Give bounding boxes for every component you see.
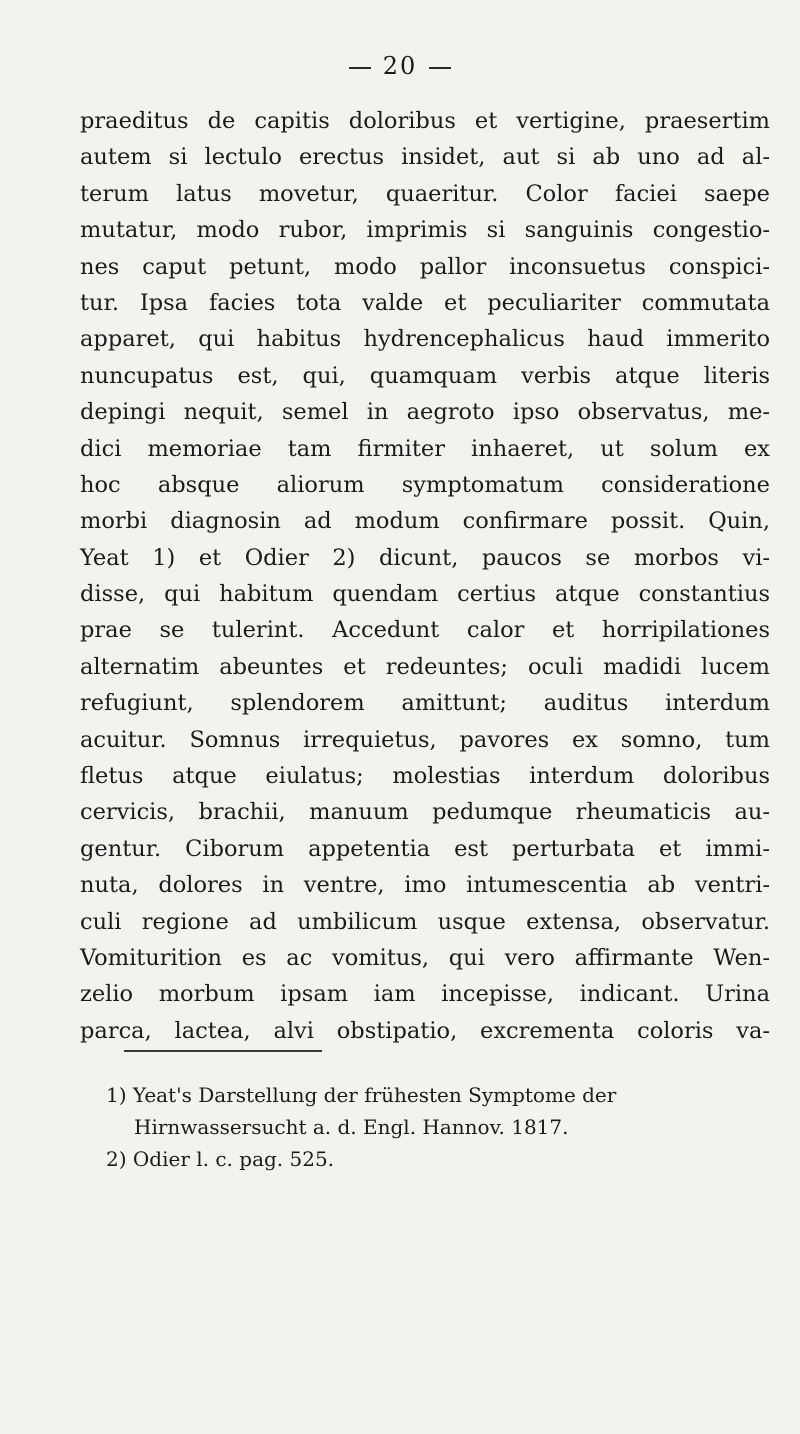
text-line: depingi nequit, semel in aegroto ipso observatus, me- [80, 399, 770, 426]
body-text [80, 103, 770, 1049]
text-line: autem si lectulo erectus insidet, aut si ab uno ad al- [80, 144, 770, 171]
text-line: prae se tulerint. Accedunt calor et horripilationes [80, 617, 770, 644]
text-line: hoc absque aliorum symptomatum consideratione [80, 471, 770, 498]
text-line: alternatim abeuntes et redeuntes; oculi madidi lucem [80, 653, 770, 680]
text-line: morbi diagnosin ad modum confirmare possit. Quin, [80, 508, 770, 535]
page-header [0, 52, 800, 80]
text-line: apparet, qui habitus hydrencephalicus haud immerito [80, 326, 770, 353]
text-line: acuitur. Somnus irrequietus, pavores ex somno, tum [80, 726, 770, 753]
text-line: mutatur, modo rubor, imprimis si sanguinis congestio- [80, 217, 770, 244]
text-line: fletus atque eiulatus; molestias interdum doloribus [80, 763, 770, 790]
text-line: culi regione ad umbilicum usque extensa, observatur. [80, 908, 770, 935]
text-line: terum latus movetur, quaeritur. Color faciei saepe [80, 180, 770, 207]
footnotes [106, 1079, 770, 1175]
text-line: nuncupatus est, qui, quamquam verbis atque literis [80, 362, 770, 389]
text-line: nuta, dolores in ventre, imo intumescentia ab ventri- [80, 872, 770, 899]
footnote-line: Hirnwassersucht a. d. Engl. Hannov. 1817. [134, 1115, 569, 1139]
text-line: tur. Ipsa facies tota valde et peculiariter commutata [80, 289, 770, 316]
text-line: cervicis, brachii, manuum pedumque rheumaticis au- [80, 799, 770, 826]
footnote-line: 1) Yeat's Darstellung der frühesten Symptome der [106, 1083, 617, 1107]
text-line: Vomiturition es ac vomitus, qui vero affirmante Wen- [80, 944, 770, 971]
text-line: praeditus de capitis doloribus et vertigine, praesertim [80, 108, 770, 134]
text-line: disse, qui habitum quendam certius atque constantius [80, 581, 770, 608]
header-dash-left [349, 67, 371, 69]
text-line: gentur. Ciborum appetentia est perturbata et immi- [80, 835, 770, 862]
page-number: 20 [382, 52, 418, 80]
text-line: nes caput petunt, modo pallor inconsuetus conspici- [80, 253, 770, 280]
footnote-separator [124, 1050, 322, 1052]
text-line: zelio morbum ipsam iam incepisse, indicant. Urina [80, 981, 770, 1008]
header-dash-right [429, 67, 451, 69]
text-line: parca, lactea, alvi obstipatio, excrementa coloris va- [80, 1017, 770, 1044]
text-line: refugiunt, splendorem amittunt; auditus interdum [80, 690, 770, 717]
text-line: Yeat 1) et Odier 2) dicunt, paucos se morbos vi- [80, 544, 770, 571]
text-line: dici memoriae tam firmiter inhaeret, ut solum ex [80, 435, 770, 462]
footnote-line: 2) Odier l. c. pag. 525. [106, 1147, 335, 1171]
